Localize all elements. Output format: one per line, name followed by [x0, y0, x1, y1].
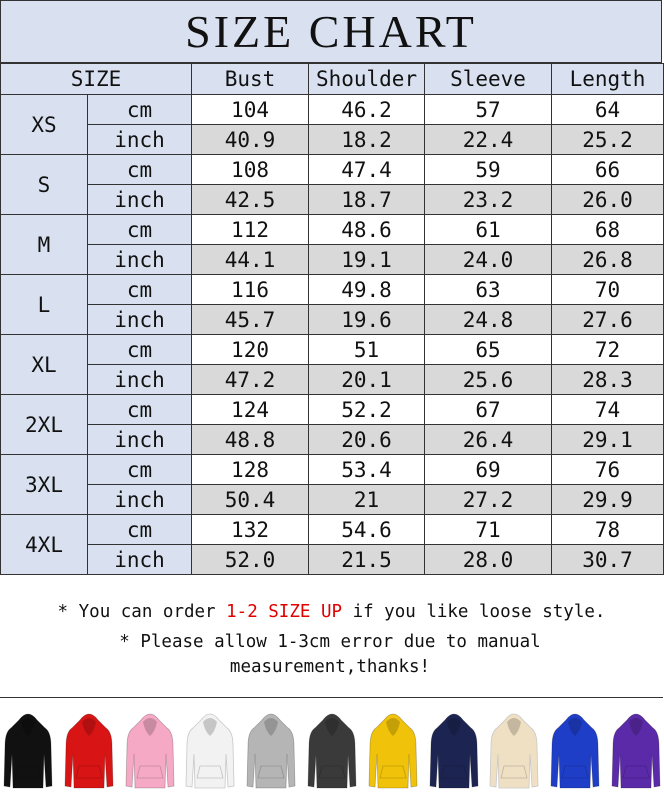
measurement-inch: 18.2: [309, 125, 425, 155]
hoodie-icon: [368, 706, 418, 792]
measurement-cm: 108: [192, 155, 309, 185]
unit-label-inch: inch: [88, 305, 192, 335]
size-label: L: [1, 275, 88, 335]
measurement-inch: 20.1: [309, 365, 425, 395]
measurement-cm: 124: [192, 395, 309, 425]
measurement-cm: 49.8: [309, 275, 425, 305]
measurement-inch: 44.1: [192, 245, 309, 275]
notes-section: [0, 572, 663, 698]
measurement-cm: 63: [425, 275, 552, 305]
measurement-cm: 59: [425, 155, 552, 185]
unit-label-cm: cm: [88, 515, 192, 545]
measurement-inch: 48.8: [192, 425, 309, 455]
table-row: [1, 275, 664, 305]
table-row: [1, 545, 664, 575]
measurement-cm: 74: [552, 395, 664, 425]
measurement-inch: 22.4: [425, 125, 552, 155]
unit-label-inch: inch: [88, 125, 192, 155]
hoodie-swatch: [64, 706, 114, 792]
unit-label-cm: cm: [88, 335, 192, 365]
measurement-inch: 50.4: [192, 485, 309, 515]
hoodie-swatch: [307, 706, 357, 792]
hoodie-icon: [64, 706, 114, 792]
unit-label-cm: cm: [88, 95, 192, 125]
hoodie-icon: [3, 706, 53, 792]
table-row: [1, 155, 664, 185]
measurement-cm: 72: [552, 335, 664, 365]
header-bust: Bust: [192, 64, 309, 95]
measurement-cm: 54.6: [309, 515, 425, 545]
hoodie-swatch: [3, 706, 53, 792]
hoodie-swatch: [368, 706, 418, 792]
unit-label-cm: cm: [88, 455, 192, 485]
note-size-up-suffix: if you like loose style.: [342, 602, 606, 622]
table-row: [1, 485, 664, 515]
measurement-inch: 45.7: [192, 305, 309, 335]
unit-label-cm: cm: [88, 395, 192, 425]
size-label: XL: [1, 335, 88, 395]
size-label: S: [1, 155, 88, 215]
measurement-inch: 27.6: [552, 305, 664, 335]
hoodie-icon: [307, 706, 357, 792]
measurement-inch: 18.7: [309, 185, 425, 215]
measurement-cm: 61: [425, 215, 552, 245]
measurement-cm: 51: [309, 335, 425, 365]
table-row: [1, 185, 664, 215]
hoodie-swatch: [246, 706, 296, 792]
measurement-cm: 67: [425, 395, 552, 425]
hoodie-icon: [125, 706, 175, 792]
hoodie-swatch: [185, 706, 235, 792]
table-row: [1, 425, 664, 455]
header-shoulder: Shoulder: [309, 64, 425, 95]
measurement-inch: 47.2: [192, 365, 309, 395]
note-size-up: [0, 602, 663, 622]
hoodie-icon: [550, 706, 600, 792]
measurement-inch: 42.5: [192, 185, 309, 215]
measurement-inch: 20.6: [309, 425, 425, 455]
hoodie-swatch: [550, 706, 600, 792]
table-row: [1, 395, 664, 425]
measurement-inch: 24.0: [425, 245, 552, 275]
hoodie-swatch: [489, 706, 539, 792]
unit-label-inch: inch: [88, 245, 192, 275]
measurement-cm: 66: [552, 155, 664, 185]
measurement-cm: 78: [552, 515, 664, 545]
unit-label-inch: inch: [88, 545, 192, 575]
table-row: [1, 215, 664, 245]
note-size-up-prefix: * You can order: [57, 602, 227, 622]
measurement-inch: 28.3: [552, 365, 664, 395]
measurement-cm: 68: [552, 215, 664, 245]
header-length: Length: [552, 64, 664, 95]
hoodie-icon: [246, 706, 296, 792]
measurement-cm: 71: [425, 515, 552, 545]
size-label: M: [1, 215, 88, 275]
hoodie-swatch: [125, 706, 175, 792]
measurement-inch: 23.2: [425, 185, 552, 215]
measurement-cm: 104: [192, 95, 309, 125]
measurement-inch: 30.7: [552, 545, 664, 575]
measurement-inch: 25.2: [552, 125, 664, 155]
measurement-cm: 120: [192, 335, 309, 365]
table-row: [1, 305, 664, 335]
table-row: [1, 455, 664, 485]
note-error-allowance: * Please allow 1-3cm error due to manual measurement,thanks!: [119, 632, 541, 677]
measurement-cm: 70: [552, 275, 664, 305]
unit-label-cm: cm: [88, 275, 192, 305]
unit-label-inch: inch: [88, 485, 192, 515]
unit-label-inch: inch: [88, 365, 192, 395]
measurement-inch: 26.4: [425, 425, 552, 455]
measurement-cm: 53.4: [309, 455, 425, 485]
measurement-cm: 112: [192, 215, 309, 245]
header-size: SIZE: [1, 64, 192, 95]
measurement-inch: 24.8: [425, 305, 552, 335]
measurement-cm: 132: [192, 515, 309, 545]
measurement-inch: 29.9: [552, 485, 664, 515]
measurement-cm: 64: [552, 95, 664, 125]
unit-label-inch: inch: [88, 425, 192, 455]
table-row: [1, 515, 664, 545]
table-row: [1, 245, 664, 275]
color-swatches: [0, 706, 664, 792]
measurement-cm: 76: [552, 455, 664, 485]
hoodie-icon: [489, 706, 539, 792]
measurement-inch: 29.1: [552, 425, 664, 455]
table-row: [1, 335, 664, 365]
measurement-cm: 47.4: [309, 155, 425, 185]
measurement-inch: 19.6: [309, 305, 425, 335]
measurement-inch: 26.0: [552, 185, 664, 215]
measurement-cm: 57: [425, 95, 552, 125]
table-row: [1, 95, 664, 125]
measurement-inch: 52.0: [192, 545, 309, 575]
measurement-cm: 48.6: [309, 215, 425, 245]
hoodie-icon: [185, 706, 235, 792]
measurement-inch: 25.6: [425, 365, 552, 395]
hoodie-icon: [429, 706, 479, 792]
measurement-cm: 128: [192, 455, 309, 485]
size-label: XS: [1, 95, 88, 155]
hoodie-swatch: [429, 706, 479, 792]
table-row: [1, 365, 664, 395]
measurement-cm: 52.2: [309, 395, 425, 425]
measurement-cm: 116: [192, 275, 309, 305]
size-label: 4XL: [1, 515, 88, 575]
measurement-cm: 46.2: [309, 95, 425, 125]
unit-label-cm: cm: [88, 215, 192, 245]
measurement-inch: 26.8: [552, 245, 664, 275]
measurement-inch: 28.0: [425, 545, 552, 575]
measurement-inch: 19.1: [309, 245, 425, 275]
note-size-up-highlight: 1-2 SIZE UP: [226, 602, 343, 622]
table-row: [1, 125, 664, 155]
header-row: [1, 64, 664, 95]
measurement-inch: 27.2: [425, 485, 552, 515]
measurement-inch: 21.5: [309, 545, 425, 575]
header-sleeve: Sleeve: [425, 64, 552, 95]
unit-label-cm: cm: [88, 155, 192, 185]
unit-label-inch: inch: [88, 185, 192, 215]
measurement-cm: 69: [425, 455, 552, 485]
hoodie-icon: [611, 706, 661, 792]
page-title: SIZE CHART: [0, 0, 662, 63]
size-label: 2XL: [1, 395, 88, 455]
measurement-cm: 65: [425, 335, 552, 365]
size-label: 3XL: [1, 455, 88, 515]
measurement-inch: 40.9: [192, 125, 309, 155]
measurement-inch: 21: [309, 485, 425, 515]
size-chart-table: [0, 63, 664, 575]
hoodie-swatch: [611, 706, 661, 792]
